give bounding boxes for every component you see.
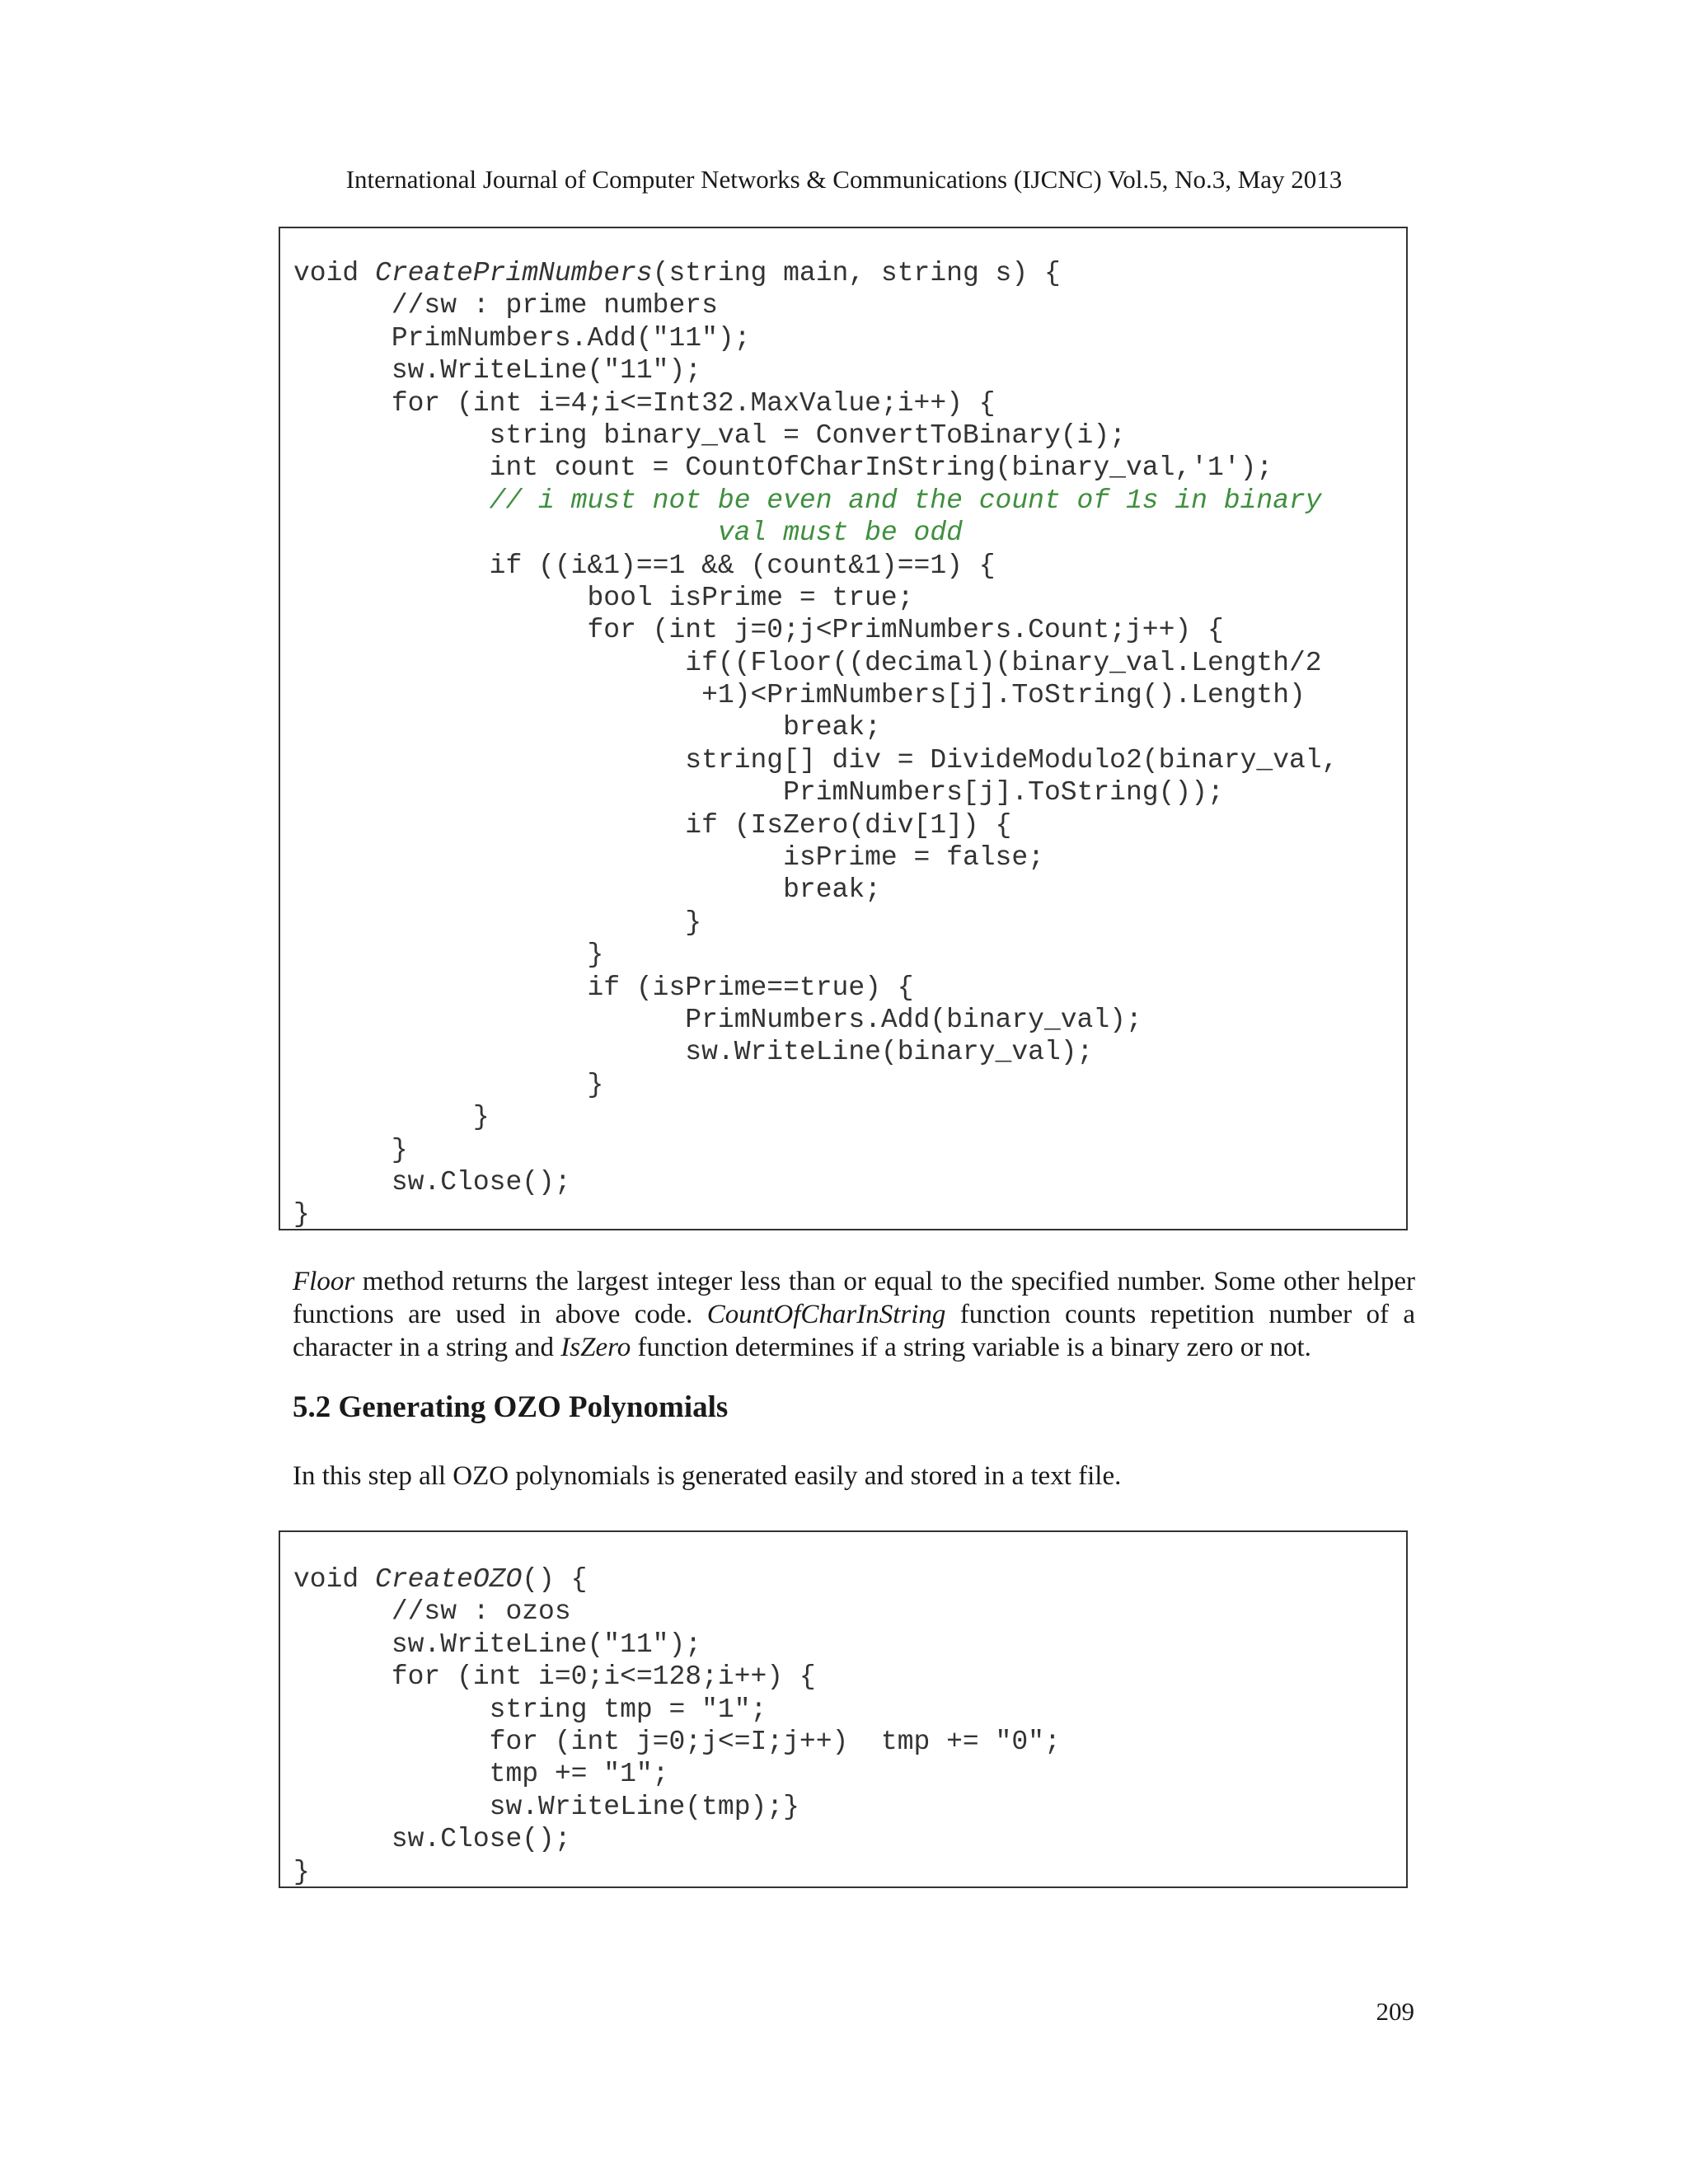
code-line [293, 1758, 1061, 1790]
code-indent [293, 810, 685, 841]
paragraph-helper-functions [293, 1265, 1415, 1364]
code-line [293, 1563, 1061, 1596]
code-indent [293, 1596, 392, 1627]
code-indent [293, 583, 587, 613]
code-indent [293, 1727, 490, 1757]
code-text: PrimNumbers.Add(binary_val); [685, 1004, 1142, 1035]
code-indent [293, 1759, 490, 1789]
code-line [293, 387, 1338, 419]
code-line [293, 289, 1338, 321]
code-line [293, 1791, 1061, 1823]
code-line [293, 1823, 1061, 1855]
code-line [293, 582, 1338, 614]
code-line [293, 1166, 1338, 1198]
code-keyword: void [293, 1564, 376, 1595]
code-comment-line [293, 517, 1338, 549]
code-line [293, 1134, 1338, 1166]
code-text: sw.Close(); [391, 1824, 571, 1855]
code-indent [293, 712, 783, 743]
code-text: +1)<PrimNumbers[j].ToString().Length) [701, 680, 1306, 711]
code-line [293, 452, 1338, 484]
code-line [293, 322, 1338, 354]
code-text: bool isPrime = true; [587, 582, 914, 613]
code-text: for (int j=0;j<=I;j++) tmp += "0"; [489, 1726, 1061, 1757]
code-listing-create-prim-numbers [279, 227, 1408, 1230]
code-line [293, 1596, 1061, 1628]
code-signature: (string main, string s) { [652, 258, 1061, 288]
code-text: sw.WriteLine(binary_val); [685, 1037, 1094, 1068]
code-indent [293, 518, 718, 548]
page-number: 209 [1376, 1997, 1414, 2026]
code-indent [293, 1005, 685, 1035]
code-line [293, 419, 1338, 452]
code-indent [293, 1037, 685, 1067]
code-line [293, 614, 1338, 646]
code-indent [293, 1824, 392, 1854]
code-line [293, 647, 1338, 679]
code-indent [293, 615, 587, 645]
code-indent [293, 1102, 473, 1132]
code-text: } [587, 940, 604, 971]
code-text: } [472, 1102, 490, 1133]
code-line [293, 1694, 1061, 1726]
code-indent [293, 485, 490, 516]
code-signature: () { [522, 1564, 588, 1595]
code-line [293, 1198, 1338, 1230]
code-text: } [293, 1856, 310, 1887]
code-indent [293, 745, 685, 776]
code-text: //sw : prime numbers [391, 290, 718, 321]
code-indent [293, 1135, 392, 1165]
code-line [293, 744, 1338, 776]
code-line [293, 1101, 1338, 1133]
code-line [293, 907, 1338, 939]
code-indent [293, 648, 685, 678]
code-text: sw.WriteLine("11"); [391, 1629, 702, 1660]
code-indent [293, 1694, 490, 1725]
code-text: for (int i=4;i<=Int32.MaxValue;i++) { [391, 387, 996, 419]
code-lines [293, 1563, 1061, 1888]
code-text: } [685, 907, 702, 938]
paragraph-text: function determines if a string variable is a binary zero or not. [631, 1333, 1311, 1362]
code-indent [293, 680, 701, 710]
term-count-of-char-in-string: CountOfCharInString [706, 1300, 946, 1329]
code-line [293, 1036, 1338, 1068]
code-text: if ((i&1)==1 && (count&1)==1) { [489, 550, 996, 581]
code-indent [293, 1167, 392, 1197]
code-text: if((Floor((decimal)(binary_val.Length/2 [685, 647, 1322, 678]
code-line [293, 972, 1338, 1004]
code-text: tmp += "1"; [489, 1759, 669, 1790]
code-text: string[] div = DivideModulo2(binary_val, [685, 744, 1339, 776]
code-text: } [587, 1069, 604, 1100]
code-indent [293, 972, 587, 1003]
code-indent [293, 940, 587, 970]
code-text: sw.WriteLine(tmp);} [489, 1791, 799, 1822]
code-text: PrimNumbers.Add("11"); [391, 322, 751, 354]
code-text: // i must not be even and the count of 1s in binary [489, 485, 1322, 516]
code-line [293, 841, 1338, 874]
code-line [293, 1004, 1338, 1036]
code-indent [293, 290, 392, 321]
code-line [293, 711, 1338, 743]
code-listing-create-ozo [279, 1530, 1408, 1888]
code-line [293, 1726, 1061, 1758]
code-line [293, 874, 1338, 906]
code-indent [293, 1070, 587, 1100]
code-line [293, 354, 1338, 387]
paragraph-text: function counts repetition number of a character in a string and [293, 1300, 1415, 1362]
code-function-name: CreatePrimNumbers [375, 258, 653, 288]
code-text: sw.WriteLine("11"); [391, 355, 702, 387]
code-text: } [293, 1199, 310, 1230]
code-text: if (IsZero(div[1]) { [685, 809, 1012, 841]
code-indent [293, 551, 490, 581]
code-indent [293, 420, 490, 451]
code-indent [293, 355, 392, 386]
code-indent [293, 452, 490, 483]
code-line [293, 776, 1338, 808]
code-text: sw.Close(); [391, 1166, 571, 1197]
code-text: break; [783, 712, 881, 743]
code-lines [293, 257, 1338, 1231]
code-line [293, 679, 1338, 711]
code-line [293, 809, 1338, 841]
code-text: for (int j=0;j<PrimNumbers.Count;j++) { [587, 615, 1224, 646]
code-text: } [391, 1134, 408, 1165]
code-indent [293, 323, 392, 354]
code-indent [293, 874, 783, 905]
section-heading: 5.2 Generating OZO Polynomials [293, 1390, 729, 1424]
code-line [293, 257, 1338, 289]
code-indent [293, 777, 783, 808]
code-text: PrimNumbers[j].ToString()); [783, 777, 1224, 808]
code-text: break; [783, 874, 881, 906]
code-line [293, 1629, 1061, 1661]
code-indent [293, 907, 685, 938]
term-is-zero: IsZero [560, 1333, 631, 1362]
code-line [293, 1661, 1061, 1693]
code-line [293, 1856, 1061, 1888]
code-text: val must be odd [717, 518, 963, 549]
code-indent [293, 842, 783, 873]
code-text: //sw : ozos [391, 1596, 571, 1628]
term-floor: Floor [293, 1267, 355, 1296]
code-function-name: CreateOZO [375, 1564, 523, 1595]
code-indent [293, 1629, 392, 1660]
running-header: International Journal of Computer Networks & Communications (IJCNC) Vol.5, No.3, May 2013 [345, 165, 1343, 194]
code-indent [293, 1661, 392, 1692]
code-text: if (isPrime==true) { [587, 972, 914, 1003]
code-text: string binary_val = ConvertToBinary(i); [489, 419, 1126, 451]
code-text: int count = CountOfCharInString(binary_val,'1'); [489, 452, 1273, 484]
code-text: for (int i=0;i<=128;i++) { [391, 1661, 816, 1693]
code-text: string tmp = "1"; [489, 1694, 767, 1725]
code-line [293, 939, 1338, 971]
paragraph-text: method returns the largest integer less than or equal to the specified number. Some other helper functions are used in above code. [293, 1267, 1415, 1329]
paragraph-ozo-intro: In this step all OZO polynomials is generated easily and stored in a text file. [293, 1461, 1122, 1491]
code-keyword: void [293, 258, 376, 288]
code-line [293, 550, 1338, 582]
code-indent [293, 388, 392, 419]
code-text: isPrime = false; [783, 842, 1044, 874]
code-indent [293, 1792, 490, 1822]
code-line [293, 1069, 1338, 1101]
code-comment-line [293, 485, 1338, 517]
